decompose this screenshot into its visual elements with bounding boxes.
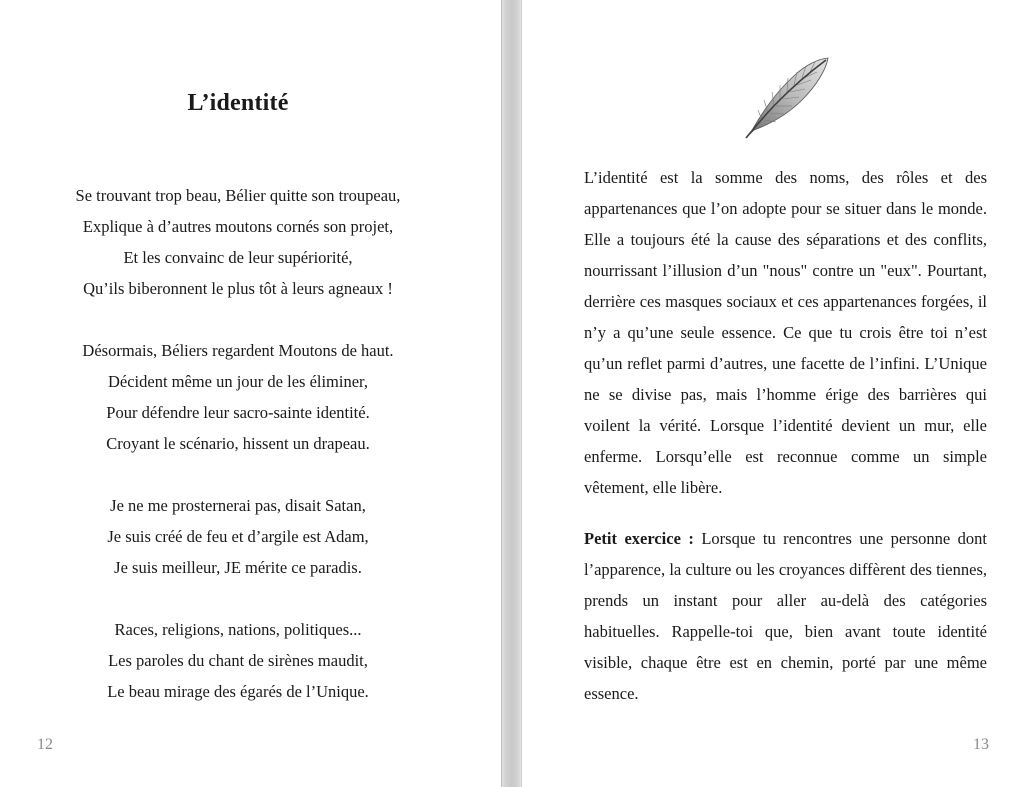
poem-line: Et les convainc de leur supériorité, (123, 248, 353, 267)
left-page (0, 0, 501, 787)
poem-line: Qu’ils biberonnent le plus tôt à leurs agneaux ! (83, 279, 393, 298)
exercise-paragraph (584, 523, 987, 709)
poem-line: Les paroles du chant de sirènes maudit, (108, 651, 368, 670)
poem-line: Pour défendre leur sacro-sainte identité. (106, 403, 370, 422)
body-text (584, 162, 987, 709)
feather-icon (742, 50, 832, 140)
poem-line: Croyant le scénario, hissent un drapeau. (106, 434, 370, 453)
page-number-right: 13 (973, 736, 989, 753)
poem-line: Explique à d’autres moutons cornés son projet, (82, 217, 394, 236)
poem-stanza-1 (0, 180, 476, 304)
book-gutter (501, 0, 522, 787)
poem (0, 180, 476, 707)
right-page (522, 0, 1024, 787)
poem-stanza-3 (0, 490, 476, 583)
poem-line: Décident même un jour de les éliminer, (107, 372, 369, 391)
poem-line: Le beau mirage des égarés de l’Unique. (107, 682, 369, 701)
poem-stanza-2 (0, 335, 476, 459)
page-number-left: 12 (37, 736, 53, 753)
poem-stanza-4 (0, 614, 476, 707)
exercise-label: Petit exercice : (584, 529, 694, 548)
page-title: L’identité (187, 90, 289, 116)
poem-line: Races, religions, nations, politiques... (114, 620, 362, 639)
exercise-text: Lorsque tu rencontres une personne dont l’apparence, la culture ou les croyances diffèrent des tiennes, prends un instant pour aller au-delà des catégories habituelles. Rappelle-toi que, bien avant toute identité visible, chaque être est en chemin, porté par une même essence. (584, 529, 987, 703)
poem-line: Je suis meilleur, JE mérite ce paradis. (114, 558, 362, 577)
poem-line: Je ne me prosternerai pas, disait Satan, (110, 496, 366, 515)
poem-line: Désormais, Béliers regardent Moutons de haut. (82, 341, 394, 360)
main-paragraph: L’identité est la somme des noms, des rôles et des appartenances que l’on adopte pour se situer dans le monde. Elle a toujours été la cause des séparations et des conflits, nourrissant l’illusion d’un "nous" contre un "eux". Pourtant, derrière ces masques sociaux et ces appartenances forgées, il n’y a qu’une seule essence. Ce que tu crois être toi n’est qu’un reflet parmi d’autres, une facette de l’infini. L’Unique ne se divise pas, mais l’homme érige des barrières qui voilent la vérité. Lorsque l’identité devient un mur, elle enferme. Lorsqu’elle est reconnue comme un simple vêtement, elle libère. (584, 168, 987, 497)
poem-line: Se trouvant trop beau, Bélier quitte son troupeau, (75, 186, 401, 205)
poem-line: Je suis créé de feu et d’argile est Adam, (107, 527, 369, 546)
